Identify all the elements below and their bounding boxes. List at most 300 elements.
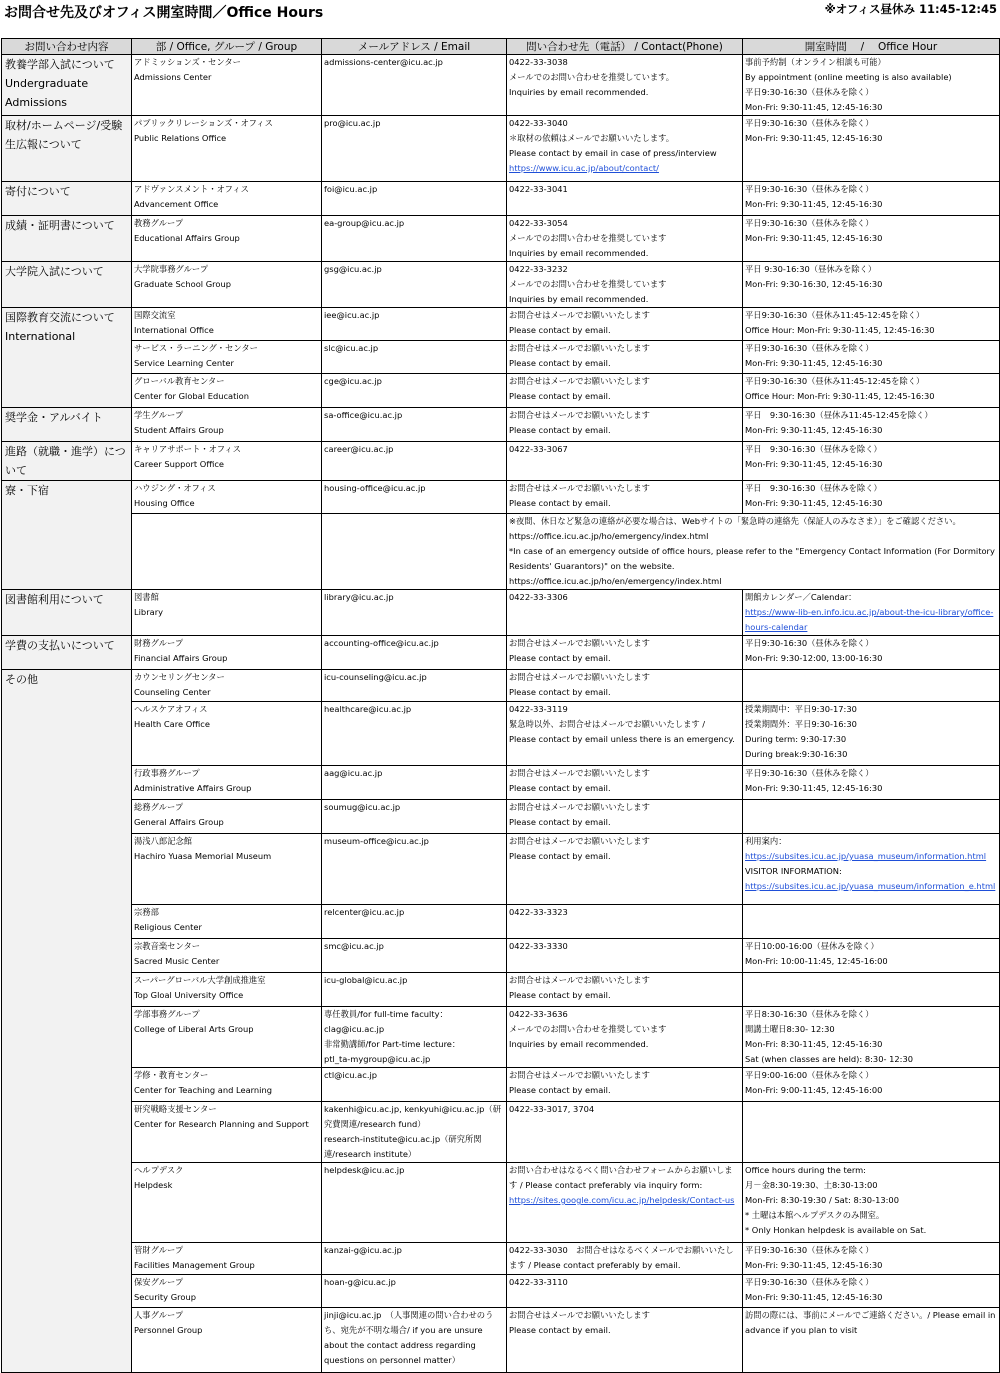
- cell-text: 財務グループ: [134, 638, 184, 648]
- cell-text: accounting-office@icu.ac.jp: [324, 638, 439, 648]
- cell-text: 開講土曜日8:30- 12:30: [745, 1024, 835, 1034]
- office-cell: [132, 973, 322, 1007]
- cell-text: Personnel Group: [134, 1325, 203, 1335]
- category-label: 奨学金・アルバイト: [5, 411, 103, 424]
- cell-text: お問合せはメールでお願いいたします: [509, 768, 650, 778]
- email-cell: [322, 905, 507, 939]
- cell-text: Please contact by email.: [509, 817, 611, 827]
- cell-text: helpdesk@icu.ac.jp: [324, 1165, 405, 1175]
- cell-text: Please contact by email.: [509, 990, 611, 1000]
- cell-text: Mon-Fri: 9:30-11:45, 12:45-16:30: [745, 133, 883, 143]
- email-cell: [322, 1163, 507, 1243]
- cell-text: キャリアサポート・オフィス: [134, 444, 241, 454]
- cell-text: Educational Affairs Group: [134, 233, 240, 243]
- phone-cell: [507, 262, 743, 308]
- cell-text: お問合せはメールでお願いいたします: [509, 310, 650, 320]
- phone-cell: [507, 1308, 743, 1373]
- category-label: 寮・下宿: [5, 484, 49, 497]
- cell-text: Center for Research Planning and Support: [134, 1119, 309, 1129]
- table-row: [2, 1163, 1000, 1243]
- hours-cell: [743, 1163, 1000, 1243]
- cell-text: housing-office@icu.ac.jp: [324, 483, 426, 493]
- hours-cell: [743, 636, 1000, 670]
- table-row: [2, 1007, 1000, 1068]
- office-cell: [132, 116, 322, 182]
- note-line: https://office.icu.ac.jp/ho/en/emergency/index.html: [509, 576, 722, 586]
- cell-text: kanzai-g@icu.ac.jp: [324, 1245, 402, 1255]
- phone-cell: [507, 670, 743, 702]
- cell-text: cge@icu.ac.jp: [324, 376, 382, 386]
- cell-text: Public Relations Office: [134, 133, 227, 143]
- cell-text: サービス・ラーニング・センター: [134, 343, 258, 353]
- cell-text: Advancement Office: [134, 199, 219, 209]
- table-row: [2, 905, 1000, 939]
- category-cell: [2, 670, 132, 1373]
- cell-text: 湯浅八郎記念館: [134, 836, 193, 846]
- table-row: [2, 408, 1000, 442]
- cell-text: Hachiro Yuasa Memorial Museum: [134, 851, 272, 861]
- lunch-break-note: ※オフィス昼休み 11:45-12:45: [824, 2, 997, 16]
- category-cell: [2, 481, 132, 590]
- cell-text: 平日8:30-16:30（昼休みを除く）: [745, 1009, 874, 1019]
- phone-cell: [507, 590, 743, 636]
- category-cell: [2, 442, 132, 481]
- email-cell: [322, 481, 507, 514]
- cell-text: 宗教音楽センター: [134, 941, 201, 951]
- table-row: [2, 834, 1000, 905]
- cell-text: slc@icu.ac.jp: [324, 343, 379, 353]
- email-cell: [322, 55, 507, 116]
- column-header: 開室時間 / Office Hour: [743, 39, 1000, 55]
- cell-text: iee@icu.ac.jp: [324, 310, 380, 320]
- housing-emergency-note: [507, 514, 1000, 590]
- note-line: *In case of an emergency outside of office hours, please refer to the "Emergency Contact Information (For Dormitory Residents' Guarantors)" on the website.: [509, 546, 995, 571]
- cell-text: お問合せはメールでお願いいたします: [509, 410, 650, 420]
- email-cell: [322, 1243, 507, 1275]
- hours-cell: [743, 905, 1000, 939]
- cell-text: Inquiries by email recommended.: [509, 87, 649, 97]
- cell-text: 0422-33-3636: [509, 1009, 568, 1019]
- cell-text: 保安グループ: [134, 1277, 184, 1287]
- cell-text: メールでのお問い合わせを推奨しています。: [509, 72, 675, 82]
- table-row: [2, 1243, 1000, 1275]
- cell-text: お問合せはメールでお願いいたします: [509, 638, 650, 648]
- cell-text: 利用案内：: [745, 836, 787, 846]
- phone-cell: [507, 374, 743, 408]
- hours-cell: [743, 1102, 1000, 1163]
- cell-text: お問合せはメールでお願いいたします: [509, 802, 650, 812]
- cell-text: Please contact by email.: [509, 783, 611, 793]
- cell-text: ptl_ta-mygroup@icu.ac.jp: [324, 1054, 431, 1064]
- cell-text: 大学院事務グループ: [134, 264, 209, 274]
- cell-text: 平日9:30-16:30（昼休みを除く）: [745, 218, 874, 228]
- email-cell: [322, 262, 507, 308]
- hours-cell: [743, 216, 1000, 262]
- cell-text: College of Liberal Arts Group: [134, 1024, 254, 1034]
- url-link[interactable]: https://subsites.icu.ac.jp/yuasa_museum/information.html: [745, 851, 987, 861]
- office-cell: [132, 55, 322, 116]
- table-row: [2, 800, 1000, 834]
- hours-cell: [743, 939, 1000, 973]
- phone-cell: [507, 216, 743, 262]
- cell-text: Mon-Fri: 10:00-11:45, 12:45-16:00: [745, 956, 888, 966]
- phone-cell: [507, 939, 743, 973]
- email-cell: [322, 216, 507, 262]
- cell-text: Career Support Office: [134, 459, 225, 469]
- cell-text: メールでのお問い合わせを推奨しています: [509, 1024, 667, 1034]
- cell-text: Graduate School Group: [134, 279, 231, 289]
- blank-cell: [322, 514, 507, 590]
- hours-cell: [743, 116, 1000, 182]
- cell-text: Please contact by email unless there is an emergency.: [509, 734, 735, 744]
- hours-cell: [743, 590, 1000, 636]
- cell-text: Inquiries by email recommended.: [509, 1039, 649, 1049]
- cell-text: Sacred Music Center: [134, 956, 220, 966]
- cell-text: 平日 9:30-16:30（昼休みを除く）: [745, 444, 882, 454]
- cell-text: career@icu.ac.jp: [324, 444, 394, 454]
- email-cell: [322, 670, 507, 702]
- cell-text: Counseling Center: [134, 687, 211, 697]
- category-label: 国際教育交流について International: [5, 311, 115, 343]
- cell-text: お問合せはメールでお願いいたします: [509, 376, 650, 386]
- note-line: https://office.icu.ac.jp/ho/emergency/index.html: [509, 531, 709, 541]
- cell-text: 0422-33-3232: [509, 264, 568, 274]
- cell-text: relcenter@icu.ac.jp: [324, 907, 405, 917]
- cell-text: 平日9:30-16:30（昼休み11:45-12:45を除く）: [745, 310, 925, 320]
- cell-text: Student Affairs Group: [134, 425, 224, 435]
- office-cell: [132, 766, 322, 800]
- cell-text: 0422-33-3119: [509, 704, 568, 714]
- phone-cell: [507, 408, 743, 442]
- cell-text: 0422-33-3067: [509, 444, 568, 454]
- cell-text: Please contact by email.: [509, 653, 611, 663]
- phone-cell: [507, 55, 743, 116]
- cell-text: Mon-Fri: 9:30-11:45, 12:45-16:30: [745, 1292, 883, 1302]
- category-cell: [2, 262, 132, 308]
- hours-cell: [743, 702, 1000, 766]
- cell-text: 訪問の際には、事前にメールでご連絡ください。/ Please email in advance if you plan to visit: [745, 1310, 996, 1335]
- cell-text: Mon-Fri: 9:30-11:45, 12:45-16:30: [745, 783, 883, 793]
- category-cell: [2, 182, 132, 216]
- office-cell: [132, 481, 322, 514]
- table-row: [2, 1308, 1000, 1373]
- cell-text: Office Hour: Mon-Fri: 9:30-11:45, 12:45-16:30: [745, 325, 935, 335]
- cell-text: 0422-33-3030 お問合せはなるべくメールでお願いいたします / Please contact preferably by email.: [509, 1245, 734, 1270]
- cell-text: gsg@icu.ac.jp: [324, 264, 382, 274]
- office-hours-table: [1, 38, 1000, 1373]
- category-label: 取材/ホームページ/受験生広報について: [5, 119, 123, 151]
- cell-text: Service Learning Center: [134, 358, 234, 368]
- cell-text: Security Group: [134, 1292, 196, 1302]
- category-cell: [2, 308, 132, 408]
- cell-text: Mon-Fri: 9:30-11:45, 12:45-16:30: [745, 425, 883, 435]
- cell-text: ctl@icu.ac.jp: [324, 1070, 378, 1080]
- office-cell: [132, 1308, 322, 1373]
- email-cell: [322, 442, 507, 481]
- cell-text: お問合せはメールでお願いいたします: [509, 672, 650, 682]
- cell-text: soumug@icu.ac.jp: [324, 802, 401, 812]
- cell-text: Facilities Management Group: [134, 1260, 255, 1270]
- email-cell: [322, 939, 507, 973]
- email-cell: [322, 116, 507, 182]
- hours-cell: [743, 262, 1000, 308]
- cell-text: 0422-33-3040: [509, 118, 568, 128]
- table-row: [2, 116, 1000, 182]
- office-cell: [132, 374, 322, 408]
- cell-text: Sat (when classes are held): 8:30- 12:30: [745, 1054, 914, 1064]
- hours-cell: [743, 766, 1000, 800]
- email-cell: [322, 308, 507, 341]
- table-row: [2, 702, 1000, 766]
- phone-cell: [507, 834, 743, 905]
- cell-text: icu-counseling@icu.ac.jp: [324, 672, 427, 682]
- hours-cell: [743, 182, 1000, 216]
- hours-cell: [743, 834, 1000, 905]
- cell-text: Library: [134, 607, 164, 617]
- cell-text: 平日10:00-16:00（昼休みを除く）: [745, 941, 879, 951]
- cell-text: kakenhi@icu.ac.jp, kenkyuhi@icu.ac.jp（研究費関連/research fund）: [324, 1104, 501, 1129]
- cell-text: ＊取材の依頼はメールでお願いいたします。: [509, 133, 675, 143]
- column-header: お問い合わせ内容: [2, 39, 132, 55]
- cell-text: カウンセリングセンター: [134, 672, 225, 682]
- hours-cell: [743, 1068, 1000, 1102]
- office-cell: [132, 905, 322, 939]
- cell-text: Office hours during the term:: [745, 1165, 866, 1175]
- email-cell: [322, 374, 507, 408]
- phone-cell: [507, 973, 743, 1007]
- cell-text: お問合せはメールでお願いいたします: [509, 1310, 650, 1320]
- cell-text: foi@icu.ac.jp: [324, 184, 378, 194]
- url-link[interactable]: https://www-lib-en.info.icu.ac.jp/about-the-icu-library/office-hours-calendar: [745, 607, 994, 632]
- cell-text: Please contact by email.: [509, 1325, 611, 1335]
- category-label: 寄付について: [5, 185, 71, 198]
- phone-cell: [507, 702, 743, 766]
- page-title: お問合せ先及びオフィス開室時間／Office Hours: [4, 5, 324, 21]
- table-row: [2, 341, 1000, 374]
- office-cell: [132, 939, 322, 973]
- cell-text: 管財グループ: [134, 1245, 184, 1255]
- office-cell: [132, 1243, 322, 1275]
- email-cell: [322, 973, 507, 1007]
- hours-cell: [743, 442, 1000, 481]
- cell-text: 0422-33-3330: [509, 941, 568, 951]
- cell-text: icu-global@icu.ac.jp: [324, 975, 408, 985]
- phone-cell: [507, 1163, 743, 1243]
- cell-text: International Office: [134, 325, 214, 335]
- table-row: [2, 481, 1000, 514]
- table-row: [2, 55, 1000, 116]
- category-label: 教養学部入試について Undergraduate Admissions: [5, 58, 115, 109]
- office-cell: [132, 1007, 322, 1068]
- table-header-row: [2, 39, 1000, 55]
- cell-text: Inquiries by email recommended.: [509, 294, 649, 304]
- cell-text: Please contact by email.: [509, 1085, 611, 1095]
- cell-text: sa-office@icu.ac.jp: [324, 410, 403, 420]
- email-cell: [322, 766, 507, 800]
- cell-text: ea-group@icu.ac.jp: [324, 218, 405, 228]
- hours-cell: [743, 1275, 1000, 1308]
- office-cell: [132, 800, 322, 834]
- hours-cell: [743, 408, 1000, 442]
- cell-text: aag@icu.ac.jp: [324, 768, 383, 778]
- phone-cell: [507, 341, 743, 374]
- hours-cell: [743, 1007, 1000, 1068]
- table-row: [2, 216, 1000, 262]
- table-row: [2, 308, 1000, 341]
- cell-text: 平日9:30-16:30（昼休みを除く）: [745, 768, 874, 778]
- phone-cell: [507, 116, 743, 182]
- office-cell: [132, 590, 322, 636]
- table-row: [2, 766, 1000, 800]
- office-cell: [132, 262, 322, 308]
- phone-cell: [507, 636, 743, 670]
- cell-text: 平日 9:30-16:30（昼休み11:45-12:45を除く）: [745, 410, 933, 420]
- cell-text: お問合せはメールでお願いいたします: [509, 1070, 650, 1080]
- page-header: [0, 0, 1000, 36]
- cell-text: Mon-Fri: 9:30-11:45, 12:45-16:30: [745, 1260, 883, 1270]
- category-label: 進路（就職・進学）について: [5, 445, 126, 477]
- office-cell: [132, 442, 322, 481]
- column-header: 問い合わせ先（電話） / Contact(Phone): [507, 39, 743, 55]
- cell-text: 専任教員/for full-time faculty：: [324, 1009, 448, 1019]
- cell-text: 開館カレンダー／Calendar：: [745, 592, 857, 602]
- cell-text: Financial Affairs Group: [134, 653, 228, 663]
- cell-text: 0422-33-3323: [509, 907, 568, 917]
- cell-text: お問合せはメールでお願いいたします: [509, 483, 650, 493]
- category-cell: [2, 636, 132, 670]
- cell-text: Mon-Fri: 9:30-11:45, 12:45-16:30: [745, 498, 883, 508]
- cell-text: library@icu.ac.jp: [324, 592, 394, 602]
- cell-text: Please contact by email in case of press/interview: [509, 148, 717, 158]
- office-cell: [132, 834, 322, 905]
- url-link[interactable]: https://subsites.icu.ac.jp/yuasa_museum/information_e.html: [745, 881, 996, 891]
- cell-text: 行政事務グループ: [134, 768, 200, 778]
- cell-text: 宗務部: [134, 907, 159, 917]
- cell-text: 0422-33-3054: [509, 218, 568, 228]
- phone-cell: [507, 308, 743, 341]
- table-row: [2, 939, 1000, 973]
- hours-cell: [743, 374, 1000, 408]
- email-cell: [322, 1308, 507, 1373]
- phone-cell: [507, 1275, 743, 1308]
- phone-cell: [507, 766, 743, 800]
- hours-cell: [743, 973, 1000, 1007]
- cell-text: Admissions Center: [134, 72, 212, 82]
- cell-text: お問合せはメールでお願いいたします: [509, 836, 650, 846]
- cell-text: Mon-Fri: 9:30-11:45, 12:45-16:30: [745, 233, 883, 243]
- cell-text: パブリックリレーションズ・オフィス: [134, 118, 273, 128]
- table-row: [2, 670, 1000, 702]
- cell-text: Religious Center: [134, 922, 202, 932]
- cell-text: Inquiries by email recommended.: [509, 248, 649, 258]
- cell-text: Please contact by email.: [509, 498, 611, 508]
- office-cell: [132, 341, 322, 374]
- cell-text: 平日 9:30-16:30（昼休みを除く）: [745, 483, 882, 493]
- cell-text: 人事グループ: [134, 1310, 184, 1320]
- cell-text: 学修・教育センター: [134, 1070, 209, 1080]
- cell-text: ヘルスケアオフィス: [134, 704, 208, 714]
- cell-text: During term: 9:30-17:30: [745, 734, 847, 744]
- cell-text: 緊急時以外、お問合せはメールでお願いいたします /: [509, 719, 706, 729]
- cell-text: お問合せはメールでお願いいたします: [509, 975, 650, 985]
- cell-text: Mon-Fri: 9:30-11:45, 12:45-16:30: [745, 459, 883, 469]
- cell-text: 事前予約制（オンライン相談も可能）: [745, 57, 886, 67]
- column-header: メールアドレス / Email: [322, 39, 507, 55]
- cell-text: ヘルプデスク: [134, 1165, 184, 1175]
- cell-text: Housing Office: [134, 498, 195, 508]
- cell-text: 0422-33-3110: [509, 1277, 568, 1287]
- hours-cell: [743, 670, 1000, 702]
- url-link[interactable]: https://www.icu.ac.jp/about/contact/: [509, 163, 659, 173]
- table-row: [2, 1068, 1000, 1102]
- cell-text: Mon-Fri: 9:30-16:30, 12:45-16:30: [745, 279, 883, 289]
- cell-text: research-institute@icu.ac.jp（研究所関連/research institute）: [324, 1134, 482, 1159]
- phone-cell: [507, 442, 743, 481]
- cell-text: 0422-33-3306: [509, 592, 568, 602]
- cell-text: By appointment (online meeting is also available): [745, 72, 952, 82]
- cell-text: 研究戦略支援センター: [134, 1104, 217, 1114]
- category-cell: [2, 590, 132, 636]
- cell-text: Please contact by email.: [509, 425, 611, 435]
- cell-text: 平日9:00-16:00（昼休みを除く）: [745, 1070, 874, 1080]
- hours-cell: [743, 55, 1000, 116]
- cell-text: Center for Global Education: [134, 391, 250, 401]
- cell-text: 平日 9:30-16:30（昼休みを除く）: [745, 264, 877, 274]
- cell-text: Mon-Fri: 8:30-19:30 / Sat: 8:30-13:00: [745, 1195, 899, 1205]
- email-cell: [322, 1275, 507, 1308]
- table-row: [2, 374, 1000, 408]
- cell-text: メールでのお問い合わせを推奨しています: [509, 279, 667, 289]
- cell-text: 平日9:30-16:30（昼休みを除く）: [745, 118, 874, 128]
- office-cell: [132, 670, 322, 702]
- cell-text: 平日9:30-16:30（昼休みを除く）: [745, 87, 874, 97]
- phone-cell: [507, 182, 743, 216]
- column-header: 部 / Office, グループ / Group: [132, 39, 322, 55]
- cell-text: 平日9:30-16:30（昼休みを除く）: [745, 1245, 874, 1255]
- office-cell: [132, 636, 322, 670]
- office-cell: [132, 408, 322, 442]
- category-label: 大学院入試について: [5, 265, 104, 278]
- cell-text: jinji@icu.ac.jp （人事関連の問い合わせのうち、宛先が不明な場合/ if you are unsure about the contact address regarding questions on personnel matter）: [324, 1310, 494, 1365]
- cell-text: Office Hour: Mon-Fri: 9:30-11:45, 12:45-16:30: [745, 391, 935, 401]
- url-link[interactable]: https://sites.google.com/icu.ac.jp/helpdesk/Contact-us: [509, 1195, 735, 1205]
- cell-text: 国際交流室: [134, 310, 176, 320]
- email-cell: [322, 702, 507, 766]
- cell-text: お問い合わせはなるべく問い合わせフォームからお願いします / Please contact preferably via inquiry form:: [509, 1165, 733, 1190]
- cell-text: 平日9:30-16:30（昼休みを除く）: [745, 184, 874, 194]
- cell-text: 平日9:30-16:30（昼休み11:45-12:45を除く）: [745, 376, 925, 386]
- cell-text: 図書館: [134, 592, 159, 602]
- phone-cell: [507, 1068, 743, 1102]
- cell-text: ハウジング・オフィス: [134, 483, 216, 493]
- cell-text: 授業期間外：平日9:30-16:30: [745, 719, 857, 729]
- cell-text: hoan-g@icu.ac.jp: [324, 1277, 396, 1287]
- hours-cell: [743, 308, 1000, 341]
- cell-text: 授業期間中：平日9:30-17:30: [745, 704, 857, 714]
- office-cell: [132, 702, 322, 766]
- phone-cell: [507, 800, 743, 834]
- table-row: [2, 1102, 1000, 1163]
- cell-text: Top Gloal University Office: [134, 990, 244, 1000]
- category-cell: [2, 408, 132, 442]
- phone-cell: [507, 905, 743, 939]
- office-cell: [132, 308, 322, 341]
- hours-cell: [743, 1308, 1000, 1373]
- cell-text: Center for Teaching and Learning: [134, 1085, 273, 1095]
- office-cell: [132, 1163, 322, 1243]
- cell-text: Mon-Fri: 9:00-11:45, 12:45-16:00: [745, 1085, 883, 1095]
- category-cell: [2, 55, 132, 116]
